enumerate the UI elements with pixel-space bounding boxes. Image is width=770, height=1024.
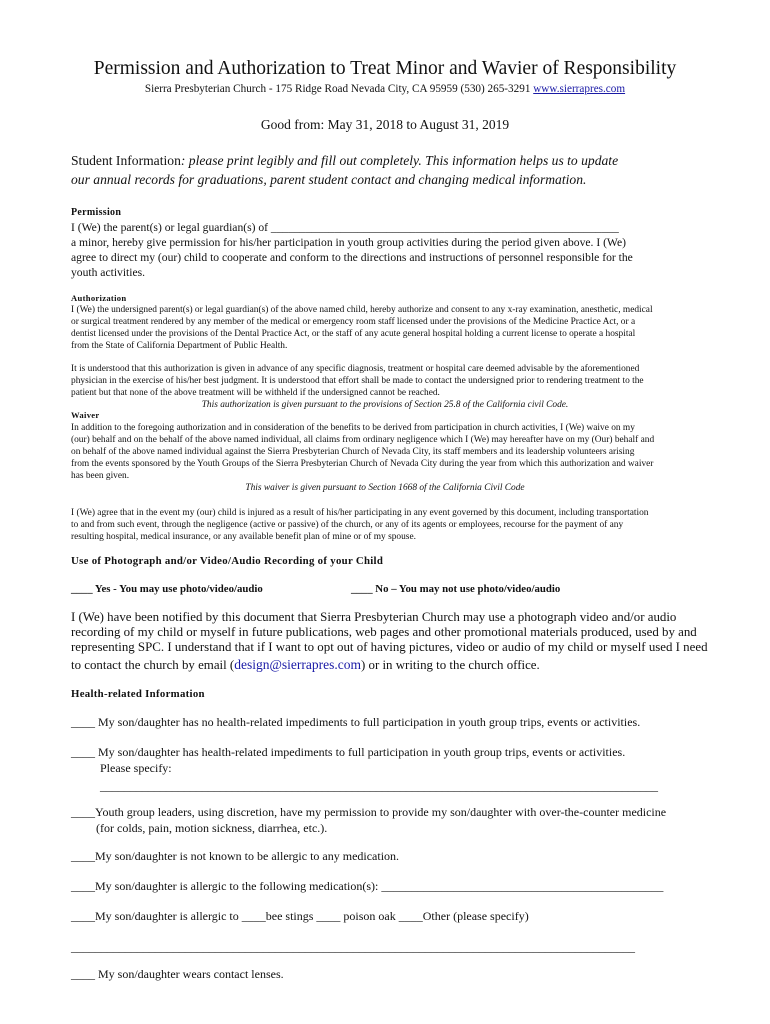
church-address: Sierra Presbyterian Church - 175 Ridge Road Nevada City, CA 95959 (530) 265-3291	[144, 83, 531, 95]
photo-line: I (We) have been notified by this document that Sierra Presbyterian Church may use a photograph video and/or audio	[71, 610, 677, 624]
injury-line: to and from such event, through the negligence (active or passive) of the church, or any of its agents or employees, recourse for the payment of any	[71, 520, 624, 530]
waiver-heading: Waiver	[71, 410, 100, 420]
authorization-line: I (We) the undersigned parent(s) or legal guardian(s) of the above named child, hereby authorize and consent to any x-ray examination, anesthetic, medical	[71, 305, 653, 315]
contact-lenses-option[interactable]: ____ My son/daughter wears contact lenses.	[71, 967, 284, 981]
authorization-note: This authorization is given pursuant to the provisions of Section 25.8 of the California civil Code.	[201, 400, 569, 410]
waiver-note: This waiver is given pursuant to Section 1668 of the California Civil Code	[245, 483, 525, 493]
injury-line: I (We) agree that in the event my (our) child is injured as a result of his/her participating in any event governed by this document, including transportation	[71, 508, 649, 518]
photo-yes-option[interactable]: ____ Yes - You may use photo/video/audio	[71, 583, 263, 595]
injury-line: resulting hospital, medical insurance, or any available benefit plan of mine or of my spouse.	[71, 532, 416, 542]
authorization-line: or surgical treatment rendered by any member of the medical or emergency room staff licensed under the provisions of the Medicine Practice Act, or a	[71, 317, 636, 327]
permission-heading: Permission	[71, 207, 122, 218]
please-specify-label: Please specify:	[100, 761, 172, 775]
email-link[interactable]: design@sierrapres.com	[234, 657, 361, 672]
waiver-line: In addition to the foregoing authorization and in consideration of the benefits to be derived from participation in church activities, I (We) waive on my	[71, 423, 635, 433]
authorization-line: from the State of California Department of Public Health.	[71, 341, 288, 351]
validity-dates: Good from: May 31, 2018 to August 31, 2019	[260, 117, 510, 132]
authorization-line: patient but that none of the above treatment will be withheld if the undersigned cannot be reached.	[71, 388, 440, 398]
student-info-line-1: Student Information: please print legibly and fill out completely. This information helps us to update	[71, 153, 619, 168]
student-info-line-2: our annual records for graduations, parent student contact and changing medical information.	[71, 172, 587, 187]
church-contact-line	[0, 83, 770, 95]
waiver-line: on behalf of the above named individual against the Sierra Presbyterian Church of Nevada City, its staff members and its leadership volunteers arising	[71, 447, 635, 457]
student-info-label: Student Information	[71, 153, 181, 168]
page-title: Permission and Authorization to Treat Minor and Wavier of Responsibility	[93, 58, 677, 79]
not-allergic-option[interactable]: ____My son/daughter is not known to be allergic to any medication.	[71, 849, 400, 863]
authorization-line: It is understood that this authorization is given in advance of any specific diagnosis, treatment or hospital care deemed advisable by the aforementioned	[71, 364, 640, 374]
allergic-medications-option[interactable]: ____My son/daughter is allergic to the following medication(s): _______________________________________________	[71, 879, 664, 893]
permission-line: a minor, hereby give permission for his/her participation in youth group activities during the period given above. I (We)	[71, 236, 626, 249]
has-impediments-option[interactable]: ____ My son/daughter has health-related impediments to full participation in youth group trips, events or activities.	[71, 745, 626, 759]
authorization-heading: Authorization	[71, 293, 127, 303]
allergic-other-option[interactable]: ____My son/daughter is allergic to ____bee stings ____ poison oak ____Other (please specify)	[71, 909, 529, 923]
specify-field[interactable]: _____________________________________________________________________________________________	[100, 779, 658, 793]
authorization-line: dentist licensed under the provisions of the Dental Practice Act, or the staff of any acute general hospital holding a current license to operate a hospital	[71, 329, 636, 339]
health-heading: Health-related Information	[71, 688, 205, 700]
photo-line: representing SPC. I understand that if I want to opt out of having pictures, video or audio of my child or myself used I need	[71, 640, 708, 654]
no-impediments-option[interactable]: ____ My son/daughter has no health-related impediments to full participation in youth group trips, events or activities.	[71, 715, 641, 729]
waiver-line: from the events sponsored by the Youth Groups of the Sierra Presbyterian Church of Nevada City during the year from which this authorization and waiver	[71, 459, 654, 469]
otc-permission-option[interactable]: ____Youth group leaders, using discretion, have my permission to provide my son/daughter with over-the-counter medicine	[71, 805, 667, 819]
photo-contact-line: to contact the church by email (design@sierrapres.com) or in writing to the church office.	[71, 657, 540, 672]
waiver-line: has been given.	[71, 471, 130, 481]
photo-heading: Use of Photograph and/or Video/Audio Recording of your Child	[71, 555, 384, 567]
authorization-line: physician in the exercise of his/her best judgment. It is understood that effort shall be made to contact the undersigned prior to rendering treatment to the	[71, 376, 644, 386]
photo-line: recording of my child or myself in future publications, web pages and other promotional materials produced, used by and	[71, 625, 697, 639]
permission-line: agree to direct my (our) child to cooperate and conform to the directions and instructions of personnel responsible for the	[71, 251, 633, 264]
waiver-line: (our) behalf and on the behalf of the above named individual, all claims from ordinary negligence which I (We) may hereafter have on my (Our) behalf and	[71, 435, 655, 445]
church-website-link[interactable]: www.sierrapres.com	[533, 83, 626, 95]
otc-permission-detail: (for colds, pain, motion sickness, diarrhea, etc.).	[96, 821, 328, 835]
permission-line[interactable]: I (We) the parent(s) or legal guardian(s) of ____________________________________________________________	[71, 221, 619, 234]
photo-no-option[interactable]: ____ No – You may not use photo/video/audio	[351, 583, 561, 595]
other-allergy-field[interactable]: ______________________________________________________________________________________________	[71, 940, 635, 954]
permission-line: youth activities.	[71, 266, 146, 279]
